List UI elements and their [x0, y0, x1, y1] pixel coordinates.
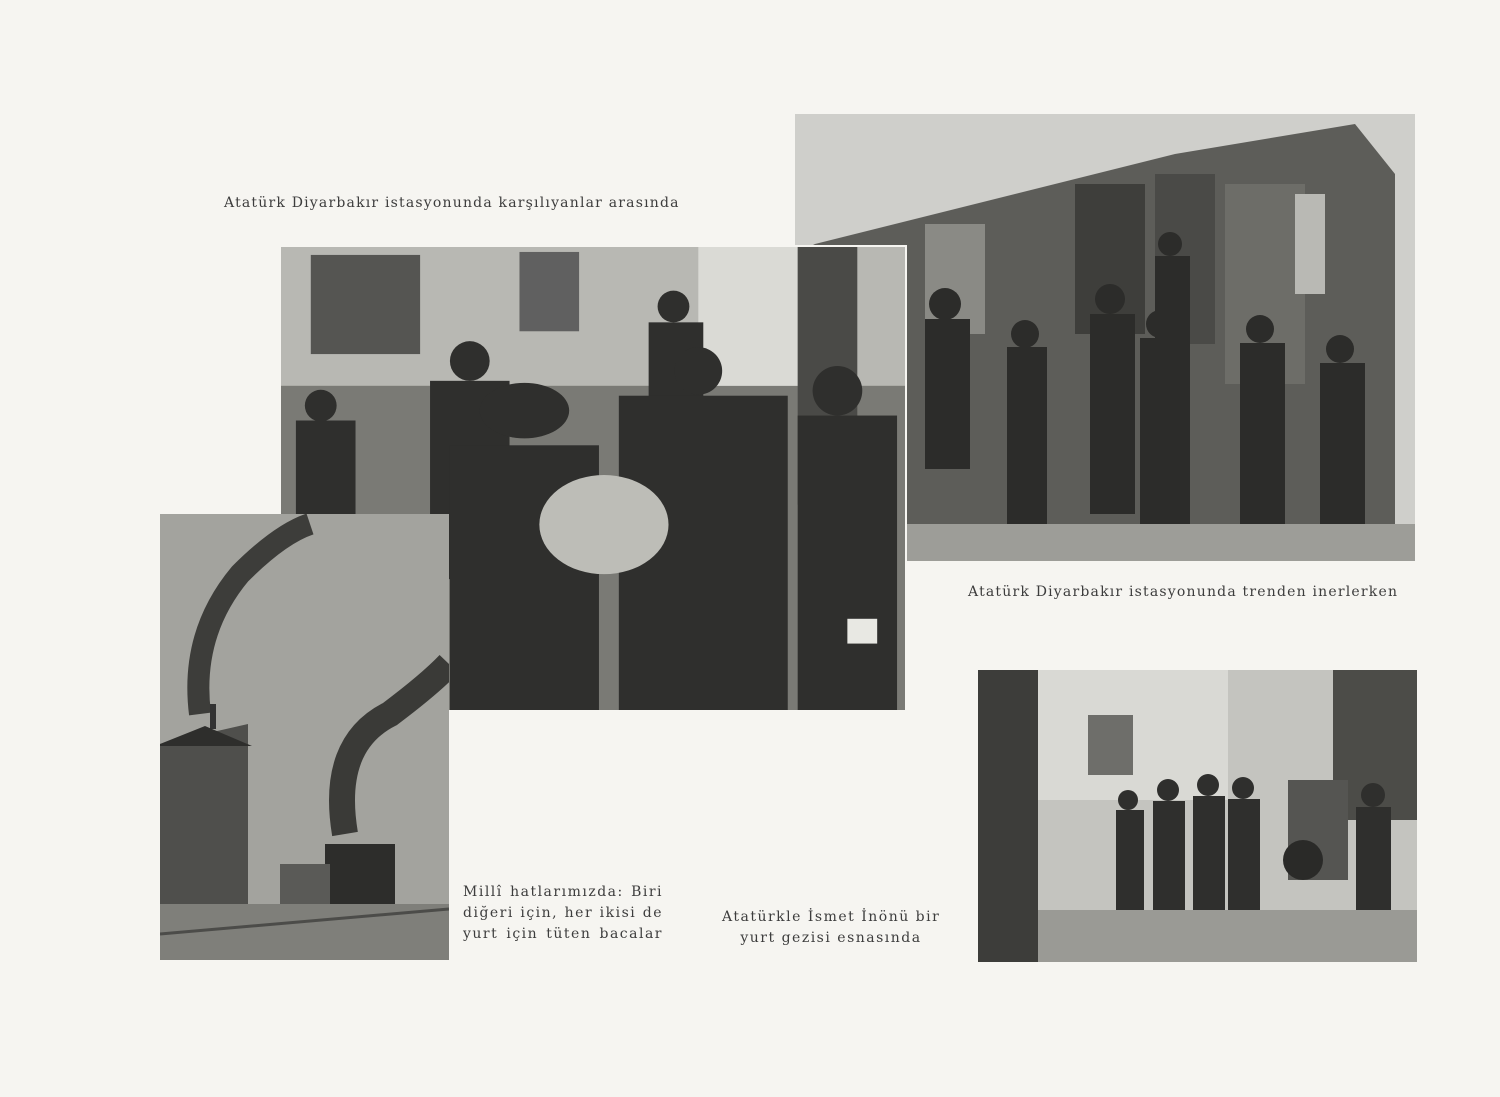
caption-chimneys — [463, 882, 663, 945]
photo-tour-station — [978, 670, 1417, 962]
caption-stepping-off: Atatürk Diyarbakır istasyonunda trenden inerlerken — [968, 584, 1399, 600]
caption-tour-line: Atatürkle İsmet İnönü bir — [722, 909, 941, 925]
caption-chimneys-line: diğeri için, her ikisi de — [463, 905, 663, 921]
caption-chimneys-line: yurt için tüten bacalar — [463, 926, 663, 942]
caption-tour — [722, 907, 940, 949]
caption-welcome: Atatürk Diyarbakır istasyonunda karşılıyanlar arasında — [224, 195, 680, 211]
caption-chimneys-line: Millî hatlarımızda: Biri — [463, 884, 663, 900]
caption-tour-line: yurt gezisi esnasında — [740, 930, 922, 946]
photo-locomotive-smoke — [160, 514, 449, 960]
